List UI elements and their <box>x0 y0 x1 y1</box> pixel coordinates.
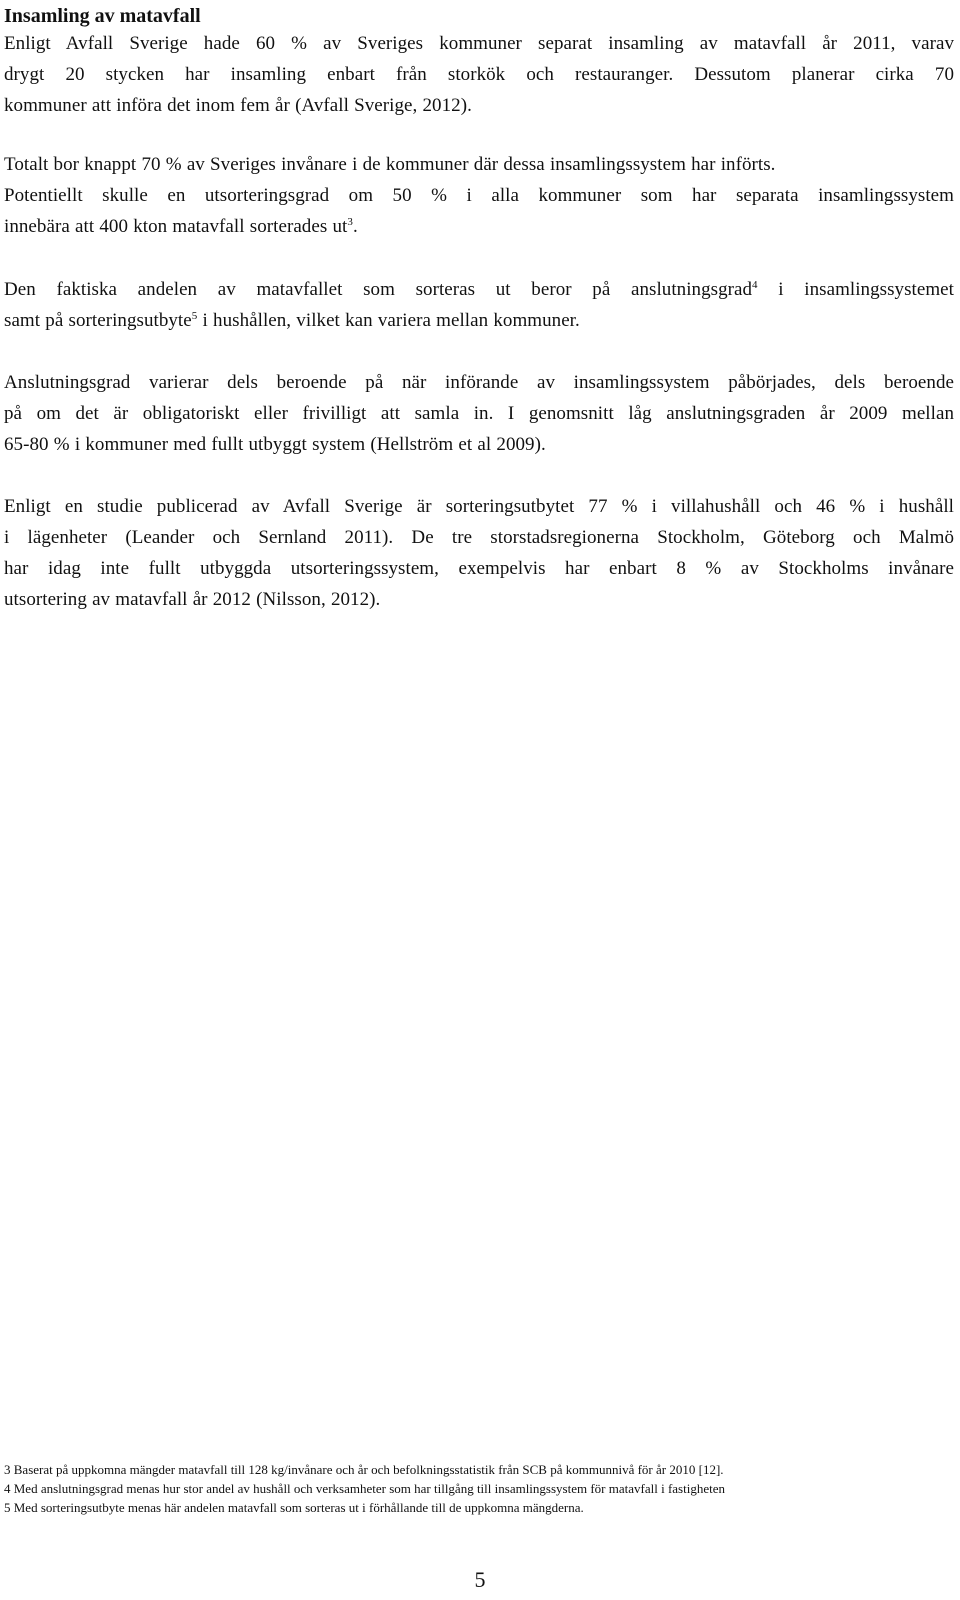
paragraph-line: kommuner att införa det inom fem år (Avfall Sverige, 2012). <box>4 95 472 116</box>
line-text: i hushållen, vilket kan variera mellan kommuner. <box>197 310 580 331</box>
paragraph-line: Potentiellt skulle en utsorteringsgrad om 50 % i alla kommuner som har separata insamlingssystem <box>4 185 954 206</box>
paragraph-line: på om det är obligatoriskt eller frivilligt att samla in. I genomsnitt låg anslutningsgraden år 2009 mellan <box>4 403 954 424</box>
paragraph-line: Anslutningsgrad varierar dels beroende på när införande av insamlingssystem påbörjades, dels beroende <box>4 372 954 393</box>
paragraph-sorting-yield <box>4 491 954 615</box>
footnote-3: 3 Baserat på uppkomna mängder matavfall till 128 kg/invånare och år och befolkningsstatistik från SCB på kommunnivå för år 2010 [12]. <box>4 1462 724 1477</box>
paragraph-population-coverage <box>4 149 954 242</box>
paragraph-collection-status <box>4 28 954 121</box>
paragraph-sorting-factors <box>4 274 954 336</box>
paragraph-line: har idag inte fullt utbyggda utsorteringssystem, exempelvis har enbart 8 % av Stockholms invånare <box>4 558 954 579</box>
footnote-reference: 3 <box>347 216 353 228</box>
line-text: Den faktiska andelen av matavfallet som sorteras ut beror på anslutningsgrad <box>4 279 753 300</box>
paragraph-line: Enligt Avfall Sverige hade 60 % av Sveriges kommuner separat insamling av matavfall år 2011, varav <box>4 33 954 54</box>
line-text: i insamlingssystemet <box>757 279 954 300</box>
page-number: 5 <box>474 1567 486 1592</box>
paragraph-line: Enligt en studie publicerad av Avfall Sverige är sorteringsutbytet 77 % i villahushåll och 46 % i hushåll <box>4 496 954 517</box>
paragraph-line <box>4 211 954 242</box>
paragraph-line: Totalt bor knappt 70 % av Sveriges invånare i de kommuner där dessa insamlingssystem har införts. <box>4 154 776 175</box>
footnotes <box>4 1460 944 1517</box>
footnote-reference: 4 <box>752 279 758 291</box>
paragraph-line <box>4 305 954 336</box>
section-heading: Insamling av matavfall <box>4 5 201 27</box>
footnote-4: 4 Med anslutningsgrad menas hur stor andel av hushåll och verksamheter som har tillgång till insamlingssystem för matavfall i fastigheten <box>4 1481 725 1496</box>
line-end: . <box>352 216 358 237</box>
line-text: innebära att 400 kton matavfall sorterades ut <box>4 216 348 237</box>
paragraph-line: 65-80 % i kommuner med fullt utbyggt system (Hellström et al 2009). <box>4 434 546 455</box>
line-text: samt på sorteringsutbyte <box>4 310 192 331</box>
paragraph-connection-rate <box>4 367 954 460</box>
paragraph-line: drygt 20 stycken har insamling enbart från storkök och restauranger. Dessutom planerar cirka 70 <box>4 64 954 85</box>
paragraph-line: i lägenheter (Leander och Sernland 2011). De tre storstadsregionerna Stockholm, Göteborg och Malmö <box>4 527 954 548</box>
paragraph-line <box>4 274 954 305</box>
footnote-5: 5 Med sorteringsutbyte menas här andelen matavfall som sorteras ut i förhållande till de uppkomna mängderna. <box>4 1500 584 1515</box>
footnote-reference: 5 <box>191 310 198 322</box>
paragraph-line: utsortering av matavfall år 2012 (Nilsson, 2012). <box>4 589 381 610</box>
